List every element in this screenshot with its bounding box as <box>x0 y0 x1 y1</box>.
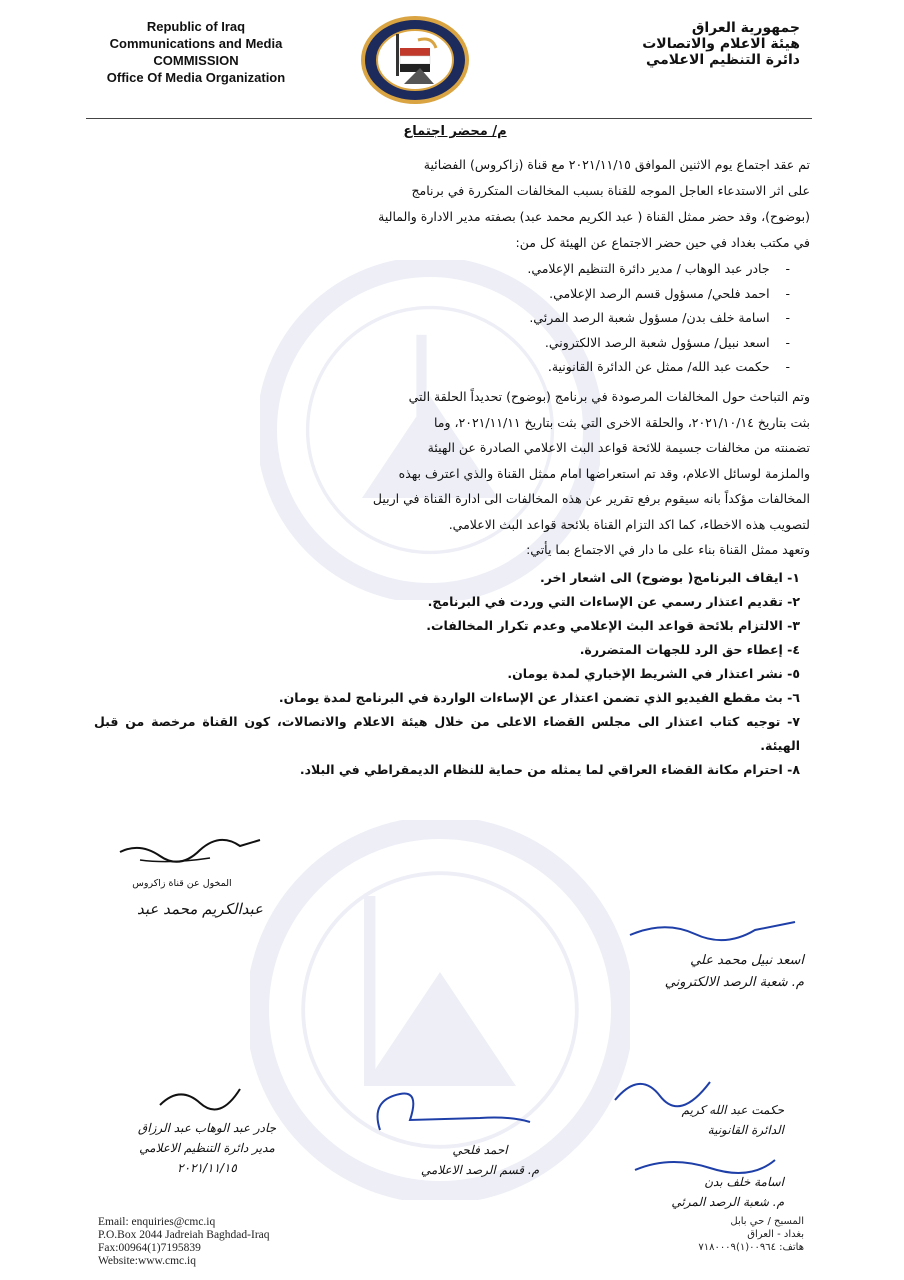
paragraph-line: تضمنته من مخالفات جسيمة للائحة قواعد البث الاعلامي الصادرة عن الهيئة <box>427 440 810 455</box>
arabic-letterhead <box>560 20 800 68</box>
en-head-line: Office Of Media Organization <box>106 70 286 85</box>
attendee-item: - جادر عبد الوهاب / مدير دائرة التنظيم الإعلامي. <box>527 261 790 276</box>
footer-ar-line: بغداد - العراق <box>747 1229 804 1240</box>
footer-ar-line: هاتف: ٠٠٩٦٤(١)٧١٨٠٠٠٩ <box>698 1242 804 1253</box>
channel-rep-label: المخول عن قناة زاكروس <box>132 878 232 889</box>
signatory-title: م. شعبة الرصد الالكتروني <box>664 975 804 990</box>
attendee-item: - اسامة خلف بدن/ مسؤول شعبة الرصد المرئي. <box>529 310 790 325</box>
footer-website: Website:www.cmc.iq <box>98 1255 196 1267</box>
paragraph-line: على اثر الاستدعاء العاجل الموجه للقناة بسبب المخالفات المتكررة في برنامج <box>411 183 810 198</box>
signatory-title: الدائرة القانونية <box>707 1123 784 1137</box>
english-letterhead <box>86 18 306 86</box>
en-head-line: COMMISSION <box>153 53 239 68</box>
ar-head-line: جمهورية العراق <box>691 20 800 36</box>
commitment-item: ٤- إعطاء حق الرد للجهات المتضررة. <box>579 642 800 657</box>
opening-paragraph <box>104 152 810 256</box>
commitment-item: ٦- بث مقطع الفيديو الذي تضمن اعتذار عن الإساءات الواردة في البرنامج لمدة يومان. <box>278 690 800 705</box>
paragraph-line: وتعهد ممثل القناة بناء على ما دار في الاجتماع بما يأتي: <box>526 542 810 557</box>
subject-text: م/ محضر اجتماع <box>403 124 507 139</box>
ar-head-line: هيئة الاعلام والاتصالات <box>642 36 800 52</box>
commitment-item: ٧- توجيه كتاب اعتذار الى مجلس القضاء الاعلى من خلال هيئة الاعلام والاتصالات، كون القناة مرخصة من قبل الهيئة. <box>94 714 800 753</box>
commitment-item: ٢- تقديم اعتذار رسمي عن الإساءات التي وردت في البرنامج. <box>427 594 800 609</box>
paragraph-line: وتم التباحث حول المخالفات المرصودة في برنامج (بوضوح) تحديداً الحلقة التي <box>408 389 810 404</box>
signatory-name: اسامة خلف بدن <box>704 1175 784 1189</box>
paragraph-line: في مكتب بغداد في حين حضر الاجتماع عن الهيئة كل من: <box>515 235 810 250</box>
channel-rep-signature <box>110 822 270 872</box>
attendee-item: - احمد فلحي/ مسؤول قسم الرصد الإعلامي. <box>549 285 790 301</box>
signatory-title: مدير دائرة التنظيم الاعلامي <box>139 1141 275 1155</box>
footer-contact <box>98 1216 270 1268</box>
signatory-name: اسعد نبيل محمد علي <box>690 953 804 968</box>
ar-head-line: دائرة التنظيم الاعلامي <box>645 52 800 68</box>
commission-logo <box>360 16 470 104</box>
channel-rep-name: عبدالكريم محمد عبد <box>137 900 263 918</box>
attendees-list <box>190 257 790 380</box>
commitments-list <box>94 566 800 782</box>
en-head-line: Communications and Media <box>109 36 283 51</box>
paragraph-line: لتصويب هذه الاخطاء، كما اكد التزام القناة بلائحة قواعد البث الاعلامي. <box>448 516 810 532</box>
commitment-item: ٥- نشر اعتذار في الشريط الإخباري لمدة يومان. <box>507 666 800 681</box>
jader-signature <box>150 1075 250 1115</box>
attendee-item: - اسعد نبيل/ مسؤول شعبة الرصد الالكتروني. <box>544 334 790 350</box>
paragraph-line: بثت بتاريخ ٢٠٢١/١٠/١٤، والحلقة الاخرى التي بثت بتاريخ ٢٠٢١/١١/١١، وما <box>433 414 810 430</box>
attendee-text: جادر عبد الوهاب / مدير دائرة التنظيم الإعلامي. <box>527 261 770 276</box>
footer-pobox: P.O.Box 2044 Jadreiah Baghdad-Iraq <box>98 1229 270 1241</box>
paragraph-line: (بوضوح)، وقد حضر ممثل القناة ( عبد الكريم محمد عبد) بصفته مدير الادارة والمالية <box>378 209 810 224</box>
paragraph-line: تم عقد اجتماع يوم الاثنين الموافق ٢٠٢١/١١/١٥ مع قناة (زاكروس) الفضائية <box>423 157 810 172</box>
attendee-text: حكمت عبد الله/ ممثل عن الدائرة القانونية. <box>547 359 770 374</box>
en-head-line: Republic of Iraq <box>146 19 246 34</box>
signatory-title: م. شعبة الرصد المرئي <box>671 1195 784 1209</box>
signatory-title: م. قسم الرصد الاعلامي <box>420 1163 540 1177</box>
commitment-item: ١- ايقاف البرنامج( بوضوح) الى اشعار اخر. <box>540 570 800 585</box>
footer-ar-line: المسبح / حي بابل <box>730 1216 804 1227</box>
ahmed-signature-block <box>400 1140 560 1180</box>
ahmed-signature <box>360 1080 540 1140</box>
attendee-text: احمد فلحي/ مسؤول قسم الرصد الإعلامي. <box>549 285 770 301</box>
attendee-text: اسعد نبيل/ مسؤول شعبة الرصد الالكتروني. <box>544 334 770 350</box>
jader-signature-block <box>92 1118 322 1178</box>
commitment-item: ٨- احترام مكانة القضاء العراقي لما يمثله من حماية للنظام الديمقراطي في البلاد. <box>299 762 800 777</box>
asaad-signature-block <box>665 950 804 994</box>
signatory-name: جادر عبد الوهاب عبد الرزاق <box>137 1121 277 1135</box>
commitment-item: ٣- الالتزام بلائحة قواعد البث الإعلامي وعدم تكرار المخالفات. <box>426 618 800 633</box>
header-divider <box>86 118 812 119</box>
hikmat-signature-block <box>624 1100 784 1140</box>
osama-signature-block <box>604 1172 784 1212</box>
paragraph-line: المخالفات مؤكداً بانه سيقوم برفع تقرير عن هذه المخالفات الى ادارة القناة في اربيل <box>372 491 810 506</box>
subject-line <box>300 124 610 139</box>
paragraph-line: والملزمة لوسائل الاعلام، وقد تم استعراضها امام ممثل القناة والذي اعترف بهذه <box>398 465 810 481</box>
signatory-name: احمد فلحي <box>452 1143 508 1157</box>
asaad-signature <box>625 910 805 950</box>
signature-date: ٢٠٢١/١١/١٥ <box>177 1161 237 1175</box>
signatory-name: حكمت عبد الله كريم <box>681 1103 784 1117</box>
attendee-text: اسامة خلف بدن/ مسؤول شعبة الرصد المرئي. <box>529 310 770 325</box>
footer-email: Email: enquiries@cmc.iq <box>98 1216 216 1228</box>
discussion-paragraph <box>104 384 810 563</box>
footer-arabic-address <box>698 1215 804 1254</box>
footer-fax: Fax:00964(1)7195839 <box>98 1242 201 1254</box>
attendee-item: - حكمت عبد الله/ ممثل عن الدائرة القانونية. <box>547 359 790 374</box>
